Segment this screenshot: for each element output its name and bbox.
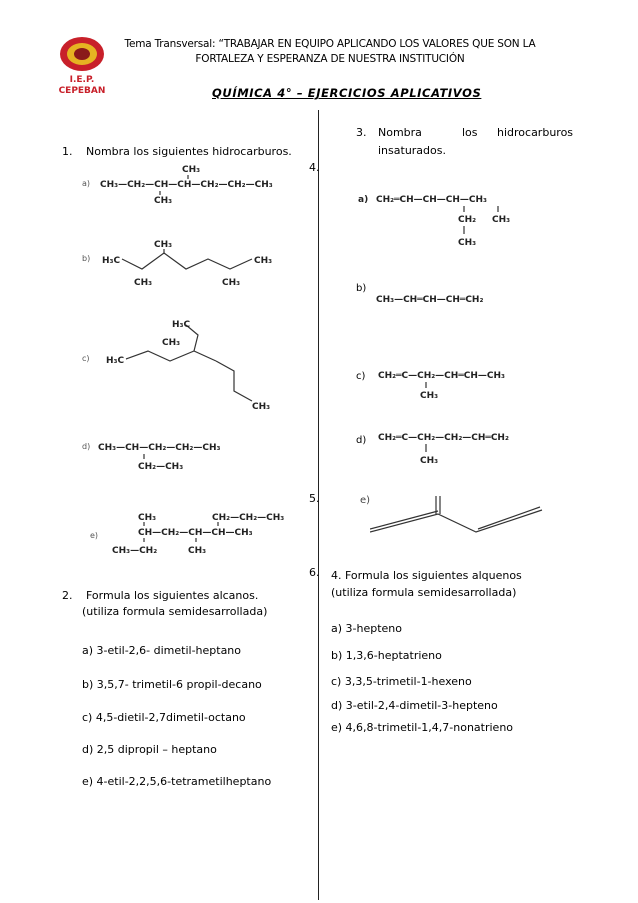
page-title: QUÍMICA 4° – EJERCICIOS APLICATIVOS — [212, 86, 482, 100]
svg-text:CH₂═CH—CH—CH—CH₃: CH₂═CH—CH—CH—CH₃ — [376, 195, 487, 205]
svg-text:CH₃: CH₃ — [182, 165, 201, 175]
svg-text:CH₃: CH₃ — [162, 338, 181, 348]
svg-text:CH₃: CH₃ — [254, 256, 273, 266]
svg-text:CH₃—CH═CH—CH═CH₂: CH₃—CH═CH—CH═CH₂ — [376, 295, 484, 305]
structure-3e — [370, 492, 550, 542]
header-line-2: FORTALEZA Y ESPERANZA DE NUESTRA INSTITUCIÓN — [195, 53, 465, 65]
svg-text:CH₃—CH₂—CH—CH—CH₂—CH₂—CH₃: CH₃—CH₂—CH—CH—CH₂—CH₂—CH₃ — [100, 180, 273, 190]
column-divider — [318, 110, 319, 900]
svg-text:c): c) — [82, 354, 90, 363]
svg-text:c): c) — [356, 371, 366, 382]
structure-3c — [356, 366, 576, 406]
structure-3b — [356, 280, 571, 320]
svg-text:b): b) — [356, 283, 367, 294]
svg-text:CH₃: CH₃ — [138, 513, 157, 523]
svg-text:CH₂═C—CH₂—CH₂—CH═CH₂: CH₂═C—CH₂—CH₂—CH═CH₂ — [378, 433, 509, 443]
q2-item-d: d) 2,5 dipropil – heptano — [82, 743, 217, 756]
structure-1e — [88, 508, 298, 568]
number-6: 6. — [309, 566, 320, 579]
svg-text:H₃C: H₃C — [172, 320, 191, 330]
label-3e: e) — [360, 495, 371, 506]
q2-item-c: c) 4,5-dietil-2,7dimetil-octano — [82, 711, 246, 724]
svg-text:CH₃: CH₃ — [188, 546, 207, 556]
svg-text:CH₃—CH₂: CH₃—CH₂ — [112, 546, 158, 556]
svg-text:CH₃: CH₃ — [420, 391, 439, 401]
svg-text:CH₃: CH₃ — [458, 238, 477, 248]
svg-text:CH₃: CH₃ — [492, 215, 511, 225]
q3-number: 3. — [356, 126, 367, 139]
svg-text:H₃C: H₃C — [106, 356, 125, 366]
svg-text:CH₂═C—CH₂—CH═CH—CH₃: CH₂═C—CH₂—CH═CH—CH₃ — [378, 371, 505, 381]
q2-item-b: b) 3,5,7- trimetil-6 propil-decano — [82, 678, 262, 691]
svg-text:CH₃: CH₃ — [420, 456, 439, 466]
q2-item-e: e) 4-etil-2,2,5,6-tetrametilheptano — [82, 775, 272, 788]
svg-text:CH₃: CH₃ — [222, 278, 241, 288]
q3-word-3: hidrocarburos — [497, 126, 574, 139]
q3-word-1: Nombra — [378, 126, 422, 139]
svg-text:CH₂—CH₃: CH₂—CH₃ — [138, 462, 184, 472]
structure-1c — [82, 315, 282, 415]
structure-1d — [82, 437, 282, 477]
structure-1a — [82, 160, 302, 205]
q2-item-a: a) 3-etil-2,6- dimetil-heptano — [82, 644, 242, 657]
svg-text:CH₃: CH₃ — [154, 196, 173, 205]
svg-text:e): e) — [90, 531, 99, 540]
svg-text:a): a) — [82, 179, 91, 188]
header-line-1: Tema Transversal: “TRABAJAR EN EQUIPO APLICANDO LOS VALORES QUE SON LA — [124, 38, 536, 50]
svg-text:H₃C: H₃C — [102, 256, 121, 266]
q4-item-d: d) 3-etil-2,4-dimetil-3-hepteno — [331, 699, 498, 712]
svg-text:CH₃—CH—CH₂—CH₂—CH₃: CH₃—CH—CH₂—CH₂—CH₃ — [98, 443, 221, 453]
school-logo — [52, 32, 112, 102]
svg-text:d): d) — [356, 435, 367, 446]
q3-text-line-2: insaturados. — [378, 144, 446, 157]
svg-text:CH₂: CH₂ — [458, 215, 477, 225]
q4-item-a: a) 3-hepteno — [331, 622, 403, 635]
svg-text:b): b) — [82, 254, 91, 263]
svg-text:CH—CH₂—CH—CH—CH₃: CH—CH₂—CH—CH—CH₃ — [138, 528, 253, 538]
number-5: 5. — [309, 492, 320, 505]
logo-text-2: CEPEBAN — [58, 86, 106, 96]
svg-text:a): a) — [358, 195, 369, 205]
q1-text: Nombra los siguientes hidrocarburos. — [86, 145, 292, 158]
svg-text:d): d) — [82, 442, 91, 451]
number-4: 4. — [309, 161, 320, 174]
header-theme — [110, 37, 550, 67]
q4-item-e: e) 4,6,8-trimetil-1,4,7-nonatrieno — [331, 721, 514, 734]
q4-item-b: b) 1,3,6-heptatrieno — [331, 649, 442, 662]
q2-number: 2. — [62, 589, 73, 602]
svg-text:CH₃: CH₃ — [134, 278, 153, 288]
structure-3a — [356, 188, 571, 258]
q4-subtext: (utiliza formula semidesarrollada) — [331, 586, 517, 599]
svg-text:CH₂—CH₂—CH₃: CH₂—CH₂—CH₃ — [212, 513, 285, 523]
svg-text:CH₃: CH₃ — [252, 402, 271, 412]
q4-item-c: c) 3,3,5-trimetil-1-hexeno — [331, 675, 472, 688]
svg-text:CH₃: CH₃ — [154, 240, 173, 250]
q2-text: Formula los siguientes alcanos. — [86, 589, 259, 602]
structure-1b — [82, 235, 282, 295]
q1-number: 1. — [62, 145, 73, 158]
logo-text-1: I.E.P. — [69, 75, 95, 85]
logo-emblem-icon — [52, 32, 112, 102]
q4-text: 4. Formula los siguientes alquenos — [331, 569, 522, 582]
q3-word-2: los — [462, 126, 478, 139]
structure-3d — [356, 428, 576, 473]
q2-subtext: (utiliza formula semidesarrollada) — [82, 605, 268, 618]
